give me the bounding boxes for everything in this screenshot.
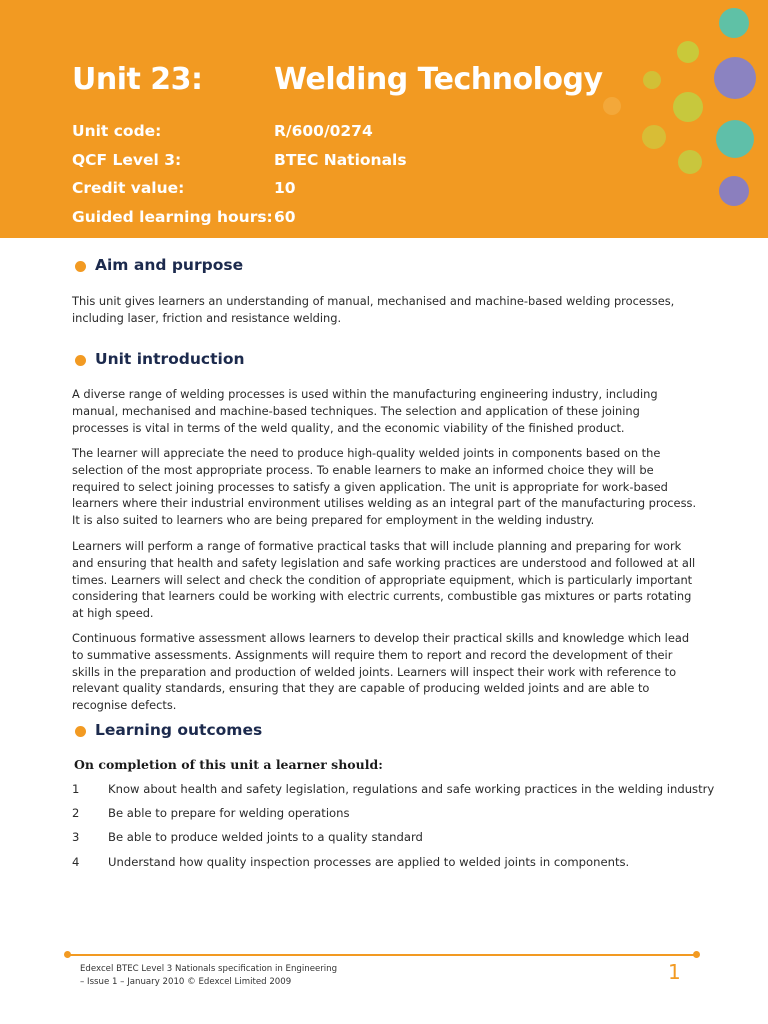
item-text: Know about health and safety legislation, regulations and safe working practices in the welding industry xyxy=(108,782,715,796)
meta-value: BTEC Nationals xyxy=(274,151,407,169)
dot xyxy=(719,176,749,206)
bullet-icon xyxy=(75,726,86,737)
intro-paragraph: Learners will perform a range of formative practical tasks that will include planning and preparing for work and ensuring that health and safety legislation and safe working practices are understood and followed at all times. Learners will select and check the condition of appropriate equipment, which is particularly important considering that learners could be working with electric currents, combustible gas mixtures or parts rotating at high speed. xyxy=(72,539,696,621)
bullet-icon xyxy=(75,355,86,366)
meta-value: 10 xyxy=(274,179,296,197)
meta-key: Unit code: xyxy=(72,122,162,140)
item-number: 4 xyxy=(72,855,80,869)
footer-line: Edexcel BTEC Level 3 Nationals specification in Engineering xyxy=(80,964,338,974)
meta-key: Guided learning hours: xyxy=(72,208,273,226)
dot xyxy=(673,92,703,122)
item-text: Understand how quality inspection processes are applied to welded joints in components. xyxy=(108,855,630,869)
footer-divider xyxy=(68,954,696,956)
intro-paragraph: The learner will appreciate the need to produce high-quality welded joints in components based on the selection of the most appropriate process. To enable learners to make an informed choice they will be required to select joining processes to satisfy a given application. The unit is appropriate for work-based learners where their industrial environment utilises welding as an integral part of the manufacturing process. It is also suited to learners who are being prepared for employment in the welding industry. xyxy=(72,446,697,528)
meta-value: 60 xyxy=(274,208,296,226)
dot xyxy=(714,57,756,99)
item-text: Be able to produce welded joints to a quality standard xyxy=(108,830,423,844)
intro-paragraph: A diverse range of welding processes is used within the manufacturing engineering industry, including manual, mechanised and machine-based techniques. The selection and application of these joining processes is vital in terms of the weld quality, and the economic viability of the finished product. xyxy=(72,387,658,435)
intro-paragraph: Continuous formative assessment allows learners to develop their practical skills and knowledge which lead to summative assessments. Assignments will require them to report and record the development of their skills in the preparation and production of welded joints. Learners will inspect their work with reference to relevant quality standards, ensuring that they are capable of producing welded joints and are able to recognise defects. xyxy=(72,631,690,713)
section-heading-aim xyxy=(75,256,243,274)
unit-title: Welding Technology xyxy=(274,62,603,97)
item-number: 1 xyxy=(72,782,80,796)
dot xyxy=(719,8,749,38)
section-heading-outcomes xyxy=(75,721,262,739)
heading-text: Aim and purpose xyxy=(95,256,244,274)
dot xyxy=(643,71,661,89)
dot xyxy=(716,120,754,158)
aim-paragraph: This unit gives learners an understanding of manual, mechanised and machine-based welding processes, including laser, friction and resistance welding. xyxy=(72,294,675,325)
footer-line: – Issue 1 – January 2010 © Edexcel Limited 2009 xyxy=(80,977,292,987)
dot xyxy=(603,97,621,115)
item-number: 2 xyxy=(72,806,80,820)
outcomes-intro: On completion of this unit a learner should: xyxy=(74,757,383,772)
header-banner xyxy=(0,0,768,238)
dot xyxy=(678,150,702,174)
unit-number: Unit 23: xyxy=(72,62,203,97)
heading-text: Learning outcomes xyxy=(95,721,263,739)
divider-endpoint-icon xyxy=(693,951,700,958)
meta-key: Credit value: xyxy=(72,179,185,197)
dot xyxy=(677,41,699,63)
item-text: Be able to prepare for welding operations xyxy=(108,806,350,820)
divider-endpoint-icon xyxy=(64,951,71,958)
page-number: 1 xyxy=(668,960,681,984)
section-heading-intro xyxy=(75,350,245,368)
heading-text: Unit introduction xyxy=(95,350,245,368)
dot xyxy=(642,125,666,149)
item-number: 3 xyxy=(72,830,80,844)
meta-value: R/600/0274 xyxy=(274,122,373,140)
meta-key: QCF Level 3: xyxy=(72,151,182,169)
bullet-icon xyxy=(75,261,86,272)
